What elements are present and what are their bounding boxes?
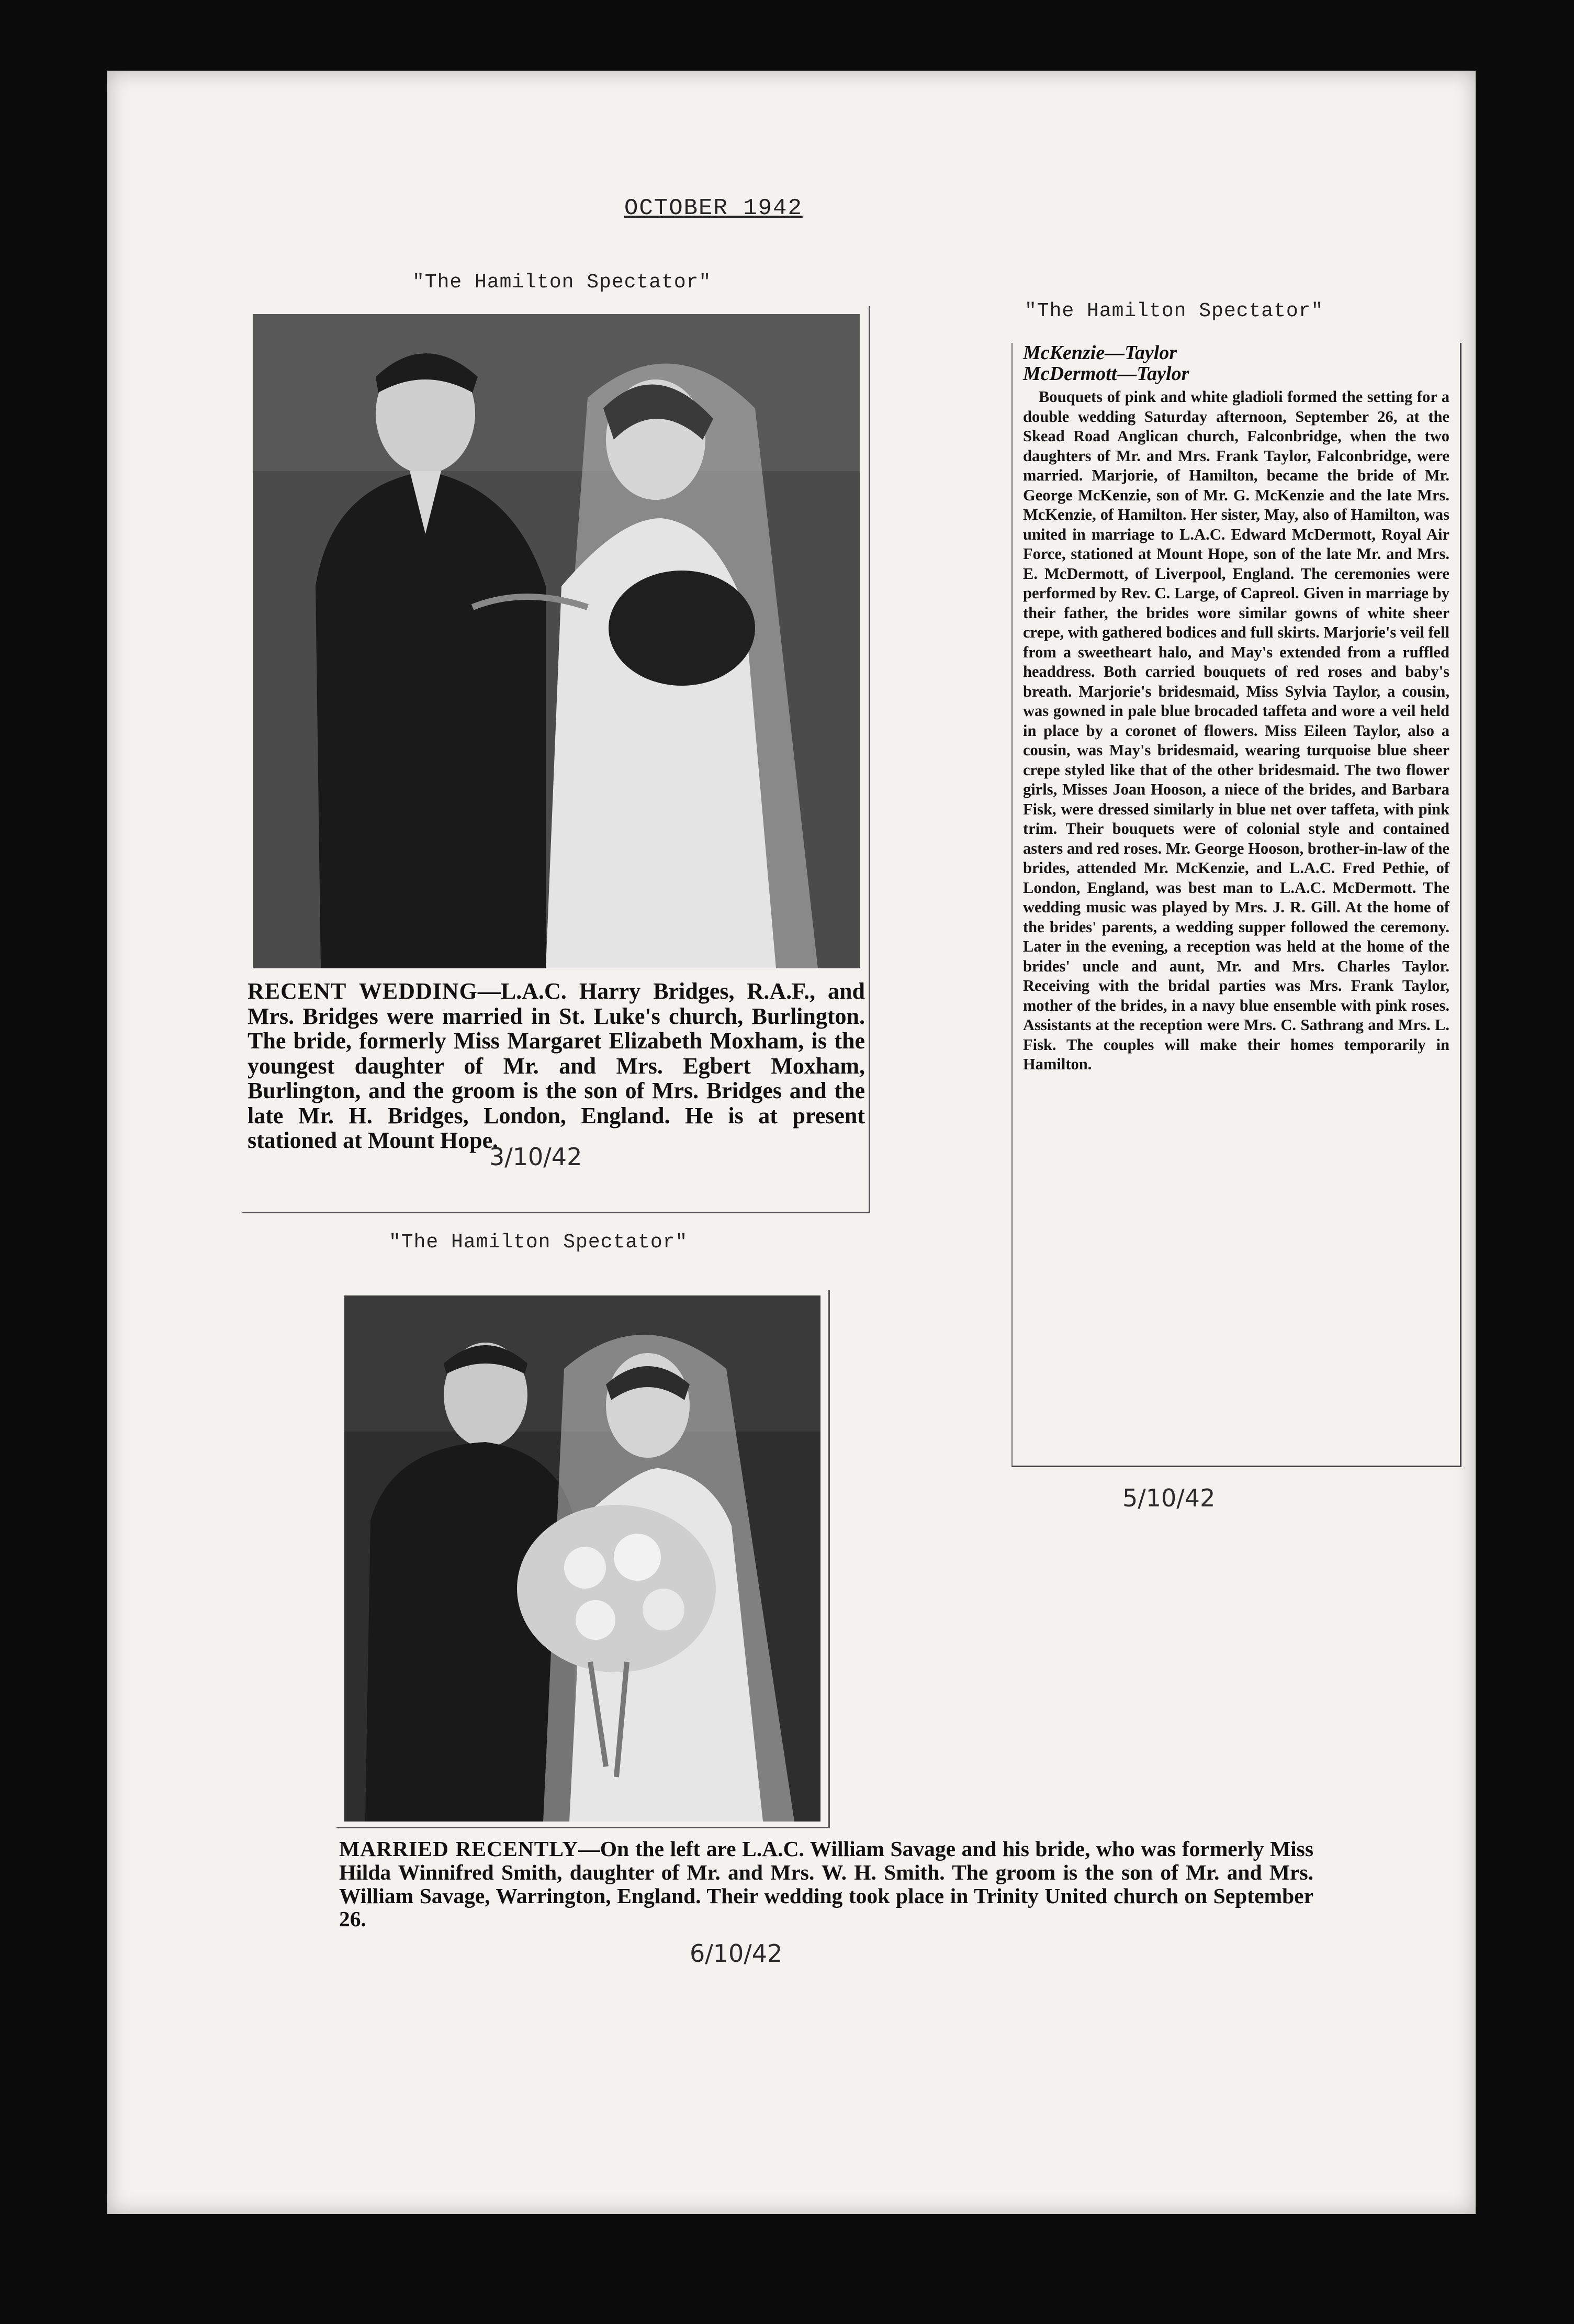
clipping-1-handwritten-date: 3/10/42	[489, 1143, 582, 1171]
clipping-3-caption-body: —On the left are L.A.C. William Savage and his bride, who was formerly Miss Hilda Winnifred Smith, daughter of Mr. and Mrs. W. H. Smith. The groom is the son of Mr. and Mrs. William Savage, Warrington, England. Their wedding took place in Trinity United church on September 26.	[339, 1837, 1313, 1931]
page-date-header: OCTOBER 1942	[624, 195, 803, 221]
article-body: Bouquets of pink and white gladioli formed the setting for a double wedding Saturday afternoon, September 26, at the Skead Road Anglican church, Falconbridge, when the two daughters of Mr. and Mrs. Frank Taylor, Falconbridge, were married. Marjorie, of Hamilton, became the bride of Mr. George McKenzie, son of Mr. G. McKenzie and the late Mrs. McKenzie, of Hamilton. Her sister, May, also of Hamilton, was united in marriage to L.A.C. Edward McDermott, Royal Air Force, stationed at Mount Hope, son of the late Mr. and Mrs. E. McDermott, of Liverpool, England. The ceremonies were performed by Rev. C. Large, of Capreol. Given in marriage by their father, the brides wore similar gowns of white sheer crepe, with gathered bodices and full skirts. Marjorie's veil fell from a sweetheart halo, and May's extended from a ruffled headdress. Both carried bouquets of red roses and baby's breath. Marjorie's bridesmaid, Miss Sylvia Taylor, a cousin, was gowned in pale blue brocaded taffeta and wore a veil held in place by a coronet of flowers. Miss Eileen Taylor, also a cousin, was May's bridesmaid, wearing turquoise blue sheer crepe styled like that of the other bridesmaid. The two flower girls, Misses Joan Hooson, a niece of the brides, and Barbara Fisk, were dressed similarly in blue net over taffeta, with pink trim. Their bouquets were of colonial style and contained asters and red roses. Mr. George Hooson, brother-in-law of the brides, attended Mr. McKenzie, and L.A.C. Fred Pethie, of London, England, was best man to L.A.C. McDermott. The wedding music was played by Mrs. J. R. Gill. At the home of the brides' parents, a wedding supper followed the ceremony. Later in the evening, a reception was held at the home of the brides' uncle and aunt, Mr. and Mrs. Charles Taylor. Receiving with the bridal parties was Mrs. Frank Taylor, mother of the brides, in a navy blue ensemble with pink roses. Assistants at the reception were Mrs. C. Sathrang and Mrs. L. Fisk. The couples will make their homes temporarily in Hamilton.	[1023, 388, 1449, 1073]
article-headline-line-1: McKenzie—Taylor	[1023, 342, 1177, 364]
clipping-recent-wedding	[242, 306, 870, 1213]
clipping-1-caption-head: RECENT WEDDING	[248, 978, 478, 1004]
wedding-photo-bridges	[253, 314, 860, 968]
scrapbook-page	[107, 71, 1476, 2214]
clipping-married-recently	[336, 1290, 1316, 1997]
wedding-photo-savage	[344, 1295, 820, 1822]
clipping-3-source: "The Hamilton Spectator"	[389, 1231, 688, 1254]
clipping-1-caption	[248, 979, 865, 1153]
clipping-3-caption-head: MARRIED RECENTLY	[339, 1837, 579, 1861]
clipping-3-handwritten-date: 6/10/42	[690, 1939, 783, 1968]
wedding-photo-savage-image	[344, 1295, 820, 1822]
clipping-1-source: "The Hamilton Spectator"	[412, 271, 712, 294]
clipping-1-caption-body: —L.A.C. Harry Bridges, R.A.F., and Mrs. Bridges were married in St. Luke's church, Burlington. The bride, formerly Miss Margaret Elizabeth Moxham, is the youngest daughter of Mr. and Mrs. Egbert Moxham, Burlington, and the groom is the son of Mrs. Bridges and the late Mr. H. Bridges, London, England. He is at present stationed at Mount Hope.	[248, 978, 865, 1154]
clipping-2-source: "The Hamilton Spectator"	[1025, 300, 1324, 322]
article-headline	[1023, 343, 1189, 385]
wedding-photo-bridges-image	[253, 314, 860, 968]
photo-frame	[336, 1290, 830, 1828]
clipping-3-caption	[339, 1837, 1313, 1931]
clipping-2-handwritten-date: 5/10/42	[1122, 1484, 1216, 1512]
article-headline-line-2: McDermott—Taylor	[1023, 362, 1189, 385]
